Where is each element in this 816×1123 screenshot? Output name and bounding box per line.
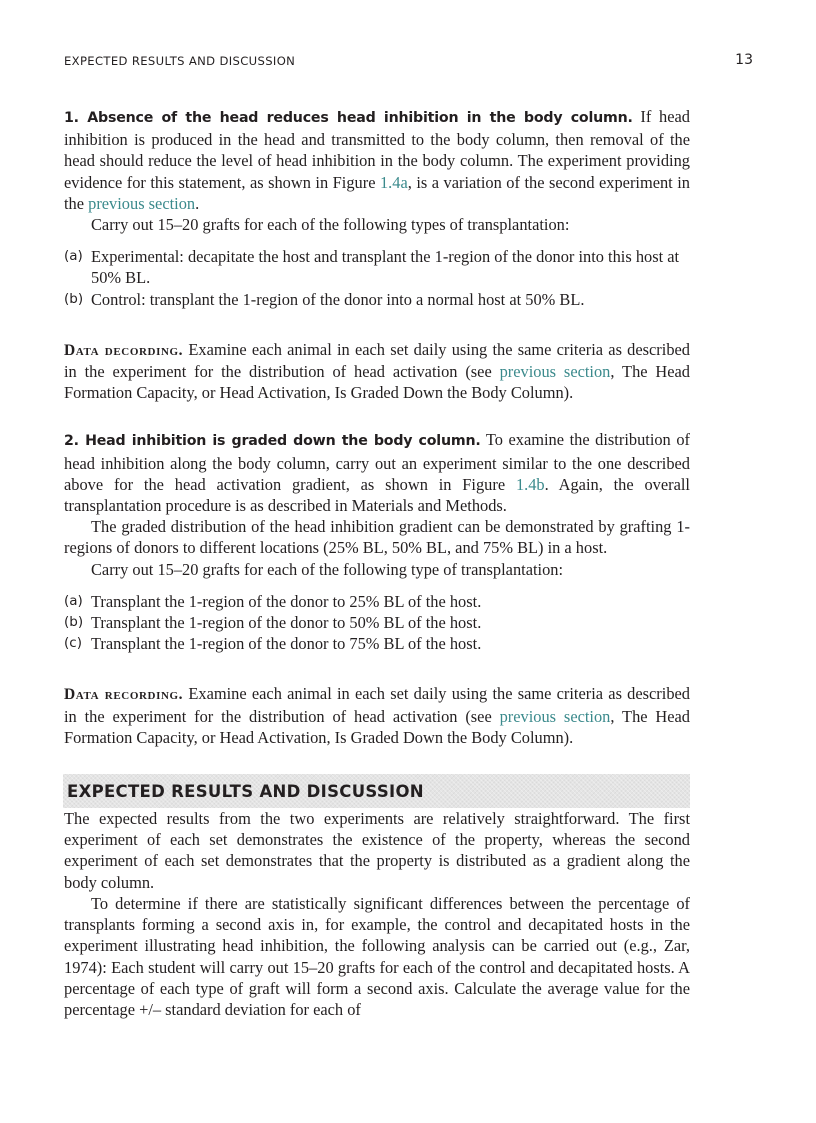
section2-data-recording [64,683,690,748]
list-label: (b) [64,290,84,307]
figure-link-1-4b[interactable]: 1.4b [515,474,545,494]
body-text: Examine each animal in each set daily using the same criteria as described in the experiment for the distribution of head activation (see [64,339,690,382]
section1-paragraph [64,106,690,214]
spacer [64,654,690,683]
data-recording-label: Data decording. [64,341,184,359]
section2-run-in-heading: 2. Head inhibition is graded down the body column. [64,433,481,450]
running-head [64,53,753,71]
list-text: Transplant the 1-region of the donor to 50% BL of the host. [91,613,482,633]
list-item [64,612,690,633]
body-text: If head inhibition is produced in the head and transmitted to the body column, then removal of the head should reduce the level of head inhibition in the body column. The experiment providing evidence for this statement, as shown in Figure [64,107,690,192]
body-text: , The Head Formation Capacity, or Head Activation, Is Graded Down the Body Column). [64,706,690,747]
section2-instruction: Carry out 15–20 grafts for each of the following type of transplantation: [91,559,564,579]
list-item [64,246,690,288]
section2-list [64,591,690,655]
list-item [64,289,690,310]
previous-section-link[interactable]: previous section [88,193,196,213]
spacer [64,310,690,339]
expected-paragraph-2: To determine if there are statistically significant differences between the percentage of transplants forming a second axis in, for example, the control and decapitated hosts in the experiment illustrating head inhibition, the following analysis can be carried out (e.g., Zar, 1974): Each student will carry out 15–20 grafts for each of the control and decapitated hosts. A percentage of each type of graft will form a second axis. Calculate the average value for the percentage +/– standard deviation for each of [64,893,690,1019]
list-label: (c) [64,635,82,652]
list-label: (a) [64,248,83,265]
page-number: 13 [735,52,753,68]
list-label: (b) [64,614,84,631]
page-body [64,106,690,1020]
spacer [64,403,690,429]
section1-run-in-heading: 1. Absence of the head reduces head inhibition in the body column. [64,110,633,126]
list-text: Transplant the 1-region of the donor to 25% BL of the host. [91,591,482,611]
data-recording-label: Data recording. [64,686,184,704]
previous-section-link[interactable]: previous section [499,706,611,726]
body-text: Examine each animal in each set daily using the same criteria as described in the experiment for the distribution of head activation (see [64,684,690,726]
section-heading-expected-results: EXPECTED RESULTS AND DISCUSSION [63,774,690,808]
list-label: (a) [64,592,83,609]
section2-paragraph [64,429,690,516]
previous-section-link[interactable]: previous section [499,362,611,382]
list-text: Transplant the 1-region of the donor to 75% BL of the host. [91,634,482,654]
expected-paragraph-1: The expected results from the two experiments are relatively straightforward. The first experiment of each set demonstrates the existence of the property, whereas the second experiment of each set demonstrates that the property is distributed as a gradient along the body column. [64,809,690,892]
figure-link-1-4a[interactable]: 1.4a [379,172,408,192]
section1-instruction: Carry out 15–20 grafts for each of the following types of transplantation: [91,215,570,235]
body-text: , The Head Formation Capacity, or Head Activation, Is Graded Down the Body Column). [64,362,690,403]
body-text: , is a variation of the second experiment in the [64,172,690,213]
body-text: To examine the distribution of head inhibition along the body column, carry out an experiment similar to the one described above for the head activation gradient, as shown in Figure [64,430,690,494]
list-item [64,633,690,654]
body-text: . [195,193,200,213]
section1-data-recording [64,339,690,404]
body-text: . Again, the overall transplantation procedure is as described in Materials and Methods. [64,474,690,516]
list-text: Control: transplant the 1-region of the donor into a normal host at 50% BL. [91,289,585,309]
section2-paragraph-2: The graded distribution of the head inhibition gradient can be demonstrated by grafting 1-regions of donors to different locations (25% BL, 50% BL, and 75% BL) in a host. [64,517,690,558]
list-item [64,591,690,612]
section1-list [64,246,690,310]
list-text: Experimental: decapitate the host and transplant the 1-region of the donor into this host at 50% BL. [91,247,680,288]
running-head-title: EXPECTED RESULTS AND DISCUSSION [64,54,296,68]
